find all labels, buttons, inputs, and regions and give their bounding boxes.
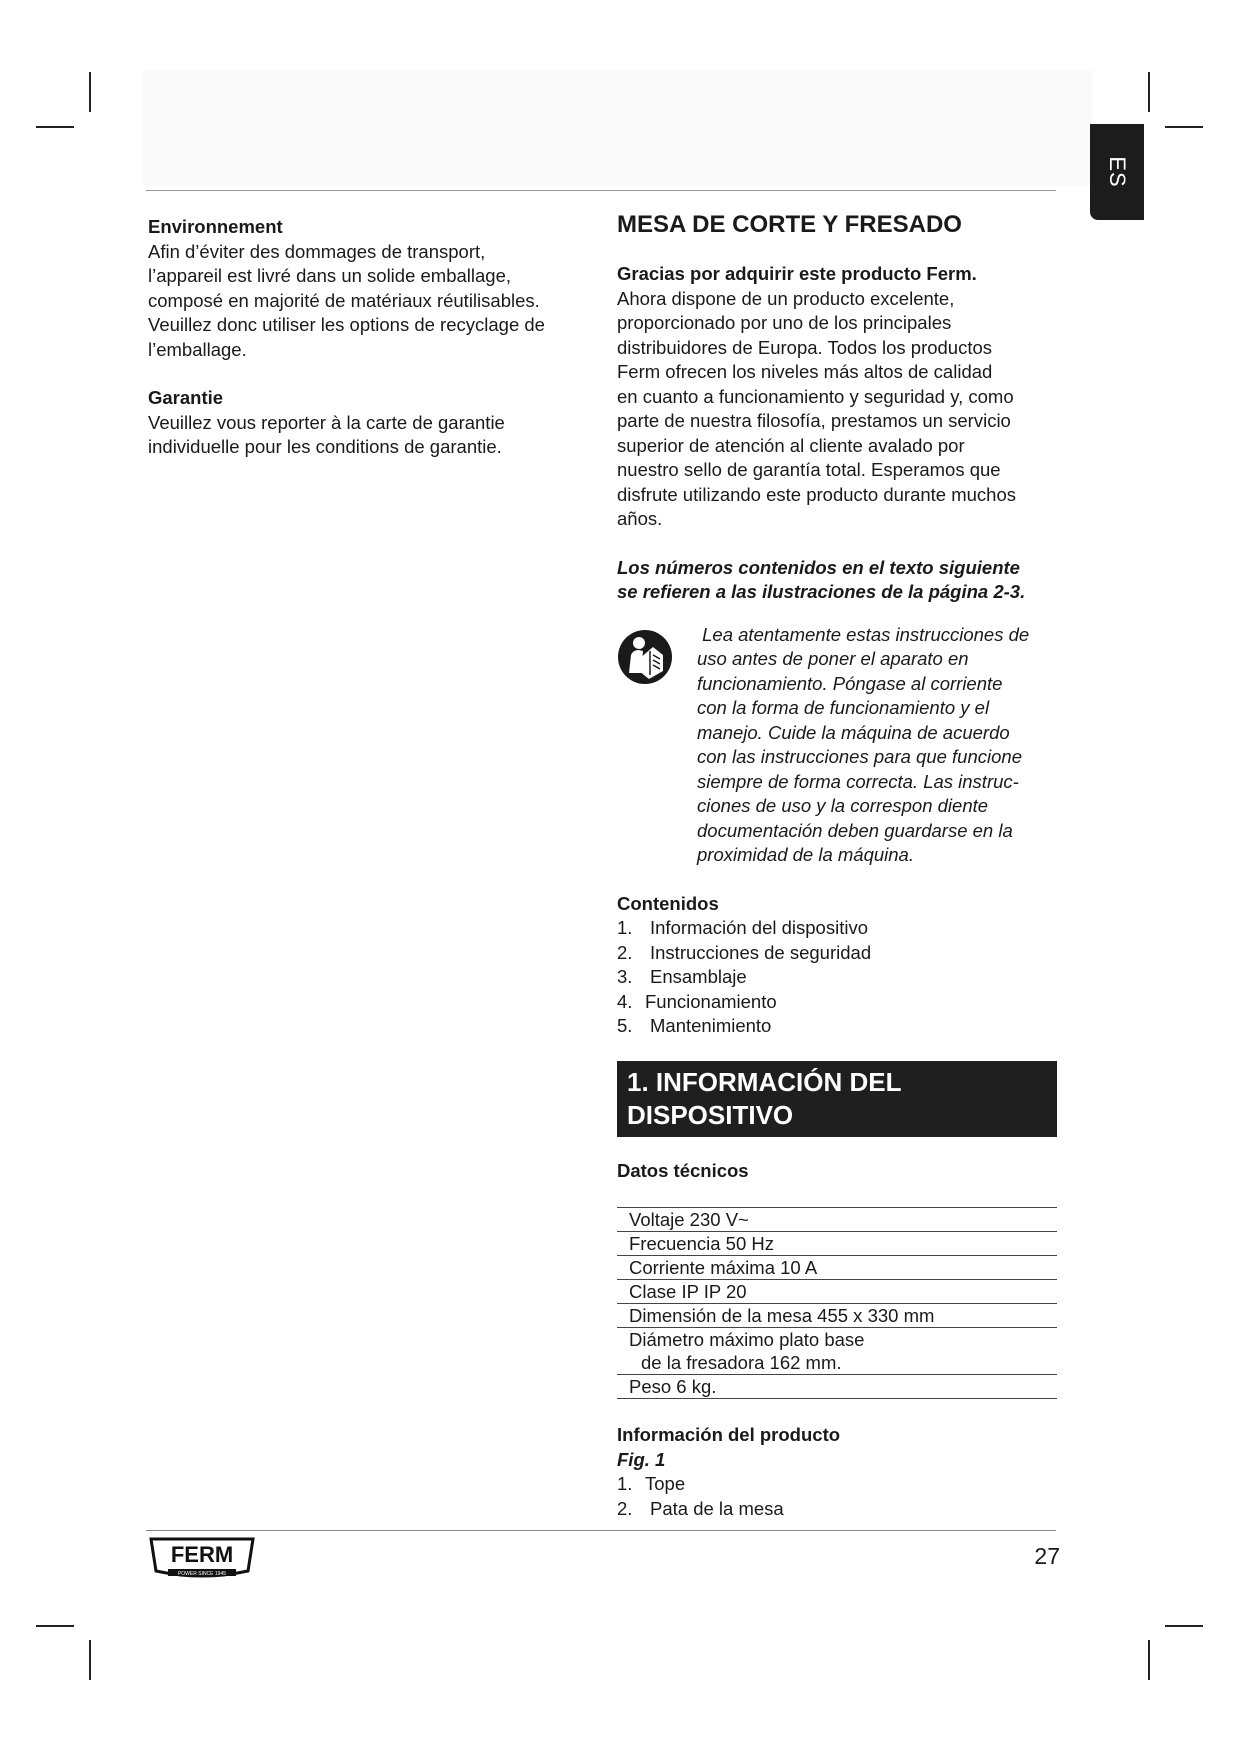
environment-heading: Environnement [148,216,283,237]
intro-line: disfrute utilizando este producto durante muchos [617,483,1017,505]
warning-line: documentación deben guardarse en la [697,819,1013,841]
warning-line: funcionamiento. Póngase al corriente [697,672,1003,694]
list-item: 1. Tope [617,1473,686,1494]
section-heading [617,1061,1057,1137]
intro-line: distribuidores de Europa. Todos los productos [617,336,993,358]
list-item: 3. Ensamblaje [617,966,747,987]
warning-line: ciones de uso y la correspon diente [697,795,989,816]
logo-tagline: POWER SINCE 1945 [177,1571,227,1577]
table-row: Clase IP IP 20 [617,1280,1057,1304]
footer-rule [146,1530,1056,1531]
numbers-note-line: Los números contenidos en el texto siguiente [617,556,1020,578]
crop-mark [1148,1640,1150,1680]
warranty-heading: Garantie [148,387,224,408]
warning-line: con las instrucciones para que funcione [697,746,1022,767]
environment-line: Afin d’éviter des dommages de transport, [148,240,486,262]
warning-line: siempre de forma correcta. Las instruc- [697,770,1019,792]
warranty-line: individuelle pour les conditions de garantie. [148,436,502,457]
header-band [143,70,1093,186]
list-item: 1. Información del dispositivo [617,917,868,938]
intro-line: nuestro sello de garantía total. Esperamos que [617,459,1001,480]
contents-list [617,916,1057,1039]
warning-line: manejo. Cuide la máquina de acuerdo [697,721,1010,743]
warning-line: uso antes de poner el aparato en [697,648,969,669]
intro-line: Ferm ofrecen los niveles más altos de calidad [617,361,993,382]
spacer [148,362,588,386]
logo-text: FERM [170,1542,234,1567]
intro-line: Ahora dispone de un producto excelente, [617,287,955,309]
environment-line: Veuillez donc utiliser les options de recyclage de [148,314,545,335]
parts-list [617,1472,1057,1521]
spacer [617,868,1057,892]
read-manual-icon [617,629,673,685]
intro-line: parte de nuestra filosofía, prestamos un servicio [617,410,1011,431]
numbers-note-line: se refieren a las ilustraciones de la página 2-3. [617,581,1026,602]
crop-mark [89,1640,91,1680]
crop-mark [1148,72,1150,112]
language-tab-label: ES [1105,156,1130,188]
crop-mark [1165,1625,1203,1627]
table-row: Frecuencia 50 Hz [617,1232,1057,1256]
environment-line: l’appareil est livré dans un solide emballage, [148,265,512,286]
section-heading-line: DISPOSITIVO [627,1099,794,1130]
figure-label: Fig. 1 [617,1448,666,1470]
environment-line: composé en majorité de matériaux réutilisables. [148,289,540,311]
contents-heading: Contenidos [617,892,719,914]
environment-line: l’emballage. [148,338,247,360]
intro-line: años. [617,508,663,529]
specs-table [617,1207,1057,1399]
list-item: 5. Mantenimiento [617,1015,772,1036]
table-row: Dimensión de la mesa 455 x 330 mm [617,1304,1057,1328]
specs-heading: Datos técnicos [617,1159,749,1181]
product-info-heading: Información del producto [617,1424,841,1445]
ferm-logo [148,1535,256,1583]
list-item: 2. Pata de la mesa [617,1497,784,1519]
table-row: Peso 6 kg. [617,1375,1057,1399]
language-tab [1090,124,1144,220]
intro-line: superior de atención al cliente avalado por [617,434,965,456]
page-number: 27 [1034,1543,1060,1569]
left-column [148,215,588,460]
list-item: 4. Funcionamiento [617,990,777,1012]
crop-mark [89,72,91,112]
list-item: 2. Instrucciones de seguridad [617,941,872,963]
section-heading-line: 1. INFORMACIÓN DEL [627,1066,902,1097]
intro-line: proporcionado por uno de los principales [617,312,952,333]
warning-line: proximidad de la máquina. [697,844,914,865]
warning-line: con la forma de funcionamiento y el [697,697,990,718]
page-title: MESA DE CORTE Y FRESADO [617,211,962,238]
intro-line: en cuanto a funcionamiento y seguridad y, como [617,385,1014,407]
warning-line: Lea atentamente estas instrucciones de [697,623,1030,645]
read-manual-warning [617,623,1057,868]
thanks-heading: Gracias por adquirir este producto Ferm. [617,263,977,284]
right-column [617,210,1057,1521]
table-row: Corriente máxima 10 A [617,1256,1057,1280]
crop-mark [36,126,74,128]
crop-mark [36,1625,74,1627]
warranty-line: Veuillez vous reporter à la carte de garantie [148,411,505,433]
crop-mark [1165,126,1203,128]
header-rule [146,190,1056,191]
table-row: Voltaje 230 V~ [617,1208,1057,1232]
spacer [617,532,1057,556]
table-row: Diámetro máximo plato base de la fresadora 162 mm. [617,1328,1057,1375]
